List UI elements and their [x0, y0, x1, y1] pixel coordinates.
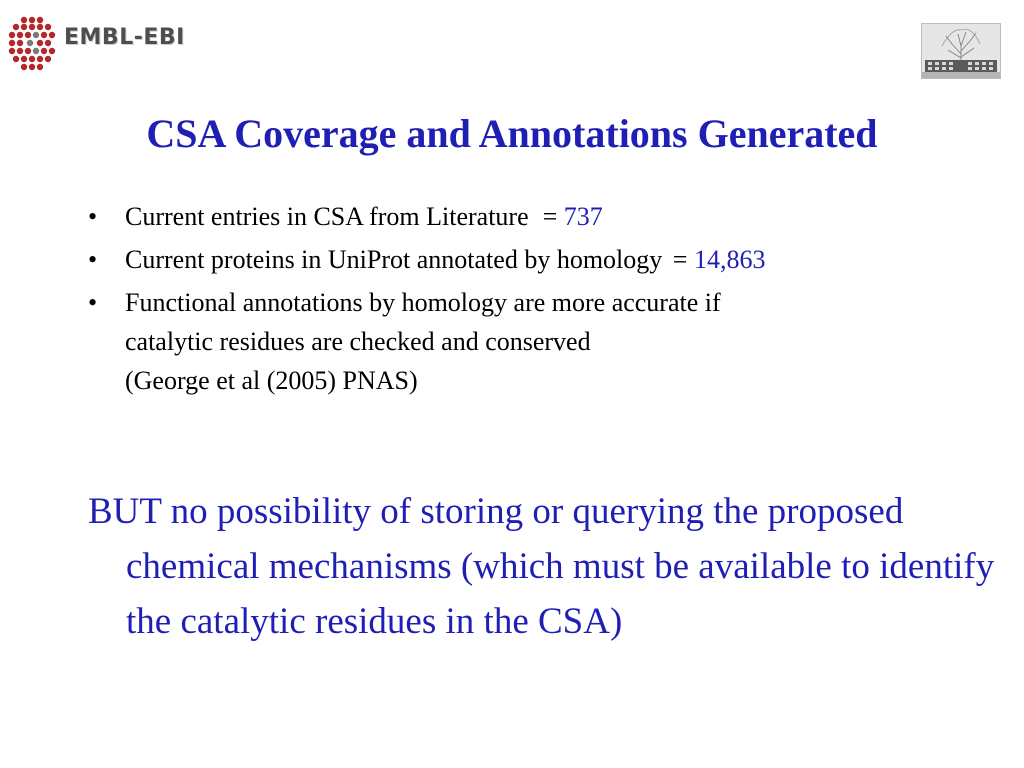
csa-entries-count: 737 — [563, 202, 603, 231]
bullet-label: Current proteins in UniProt annotated by homology — [125, 245, 663, 274]
uniprot-proteins-count: 14,863 — [693, 245, 766, 274]
slide-title: CSA Coverage and Annotations Generated — [146, 111, 878, 156]
bullet-marker: • — [88, 245, 98, 274]
bullet-item-csa-entries — [88, 197, 988, 236]
bullet-equals: = — [672, 245, 688, 274]
citation: (George et al (2005) PNAS) — [125, 366, 418, 395]
ebi-building-tree-icon — [922, 24, 1000, 78]
bullet-marker: • — [88, 202, 98, 231]
bullet-equals: = — [542, 202, 558, 231]
bullet-item-functional-annotations — [88, 283, 988, 400]
limitation-note: BUT no possibility of storing or querying the proposed chemical mechanisms (which must be available to identify the catalytic residues in the CSA) — [88, 491, 995, 642]
embl-ebi-logo — [4, 12, 185, 76]
bullet-label: Current entries in CSA from Literature — [125, 202, 529, 231]
bullet-item-uniprot-proteins — [88, 240, 988, 279]
bullet-marker: • — [88, 288, 98, 317]
bullet-line-2: catalytic residues are checked and conserved — [125, 327, 591, 356]
logo-text: EMBL-EBI — [64, 24, 185, 50]
building-image — [921, 23, 1001, 79]
embl-ebi-logo-icon — [4, 14, 58, 74]
bullet-list — [88, 197, 988, 404]
bullet-line-1: Functional annotations by homology are more accurate if — [125, 288, 721, 317]
